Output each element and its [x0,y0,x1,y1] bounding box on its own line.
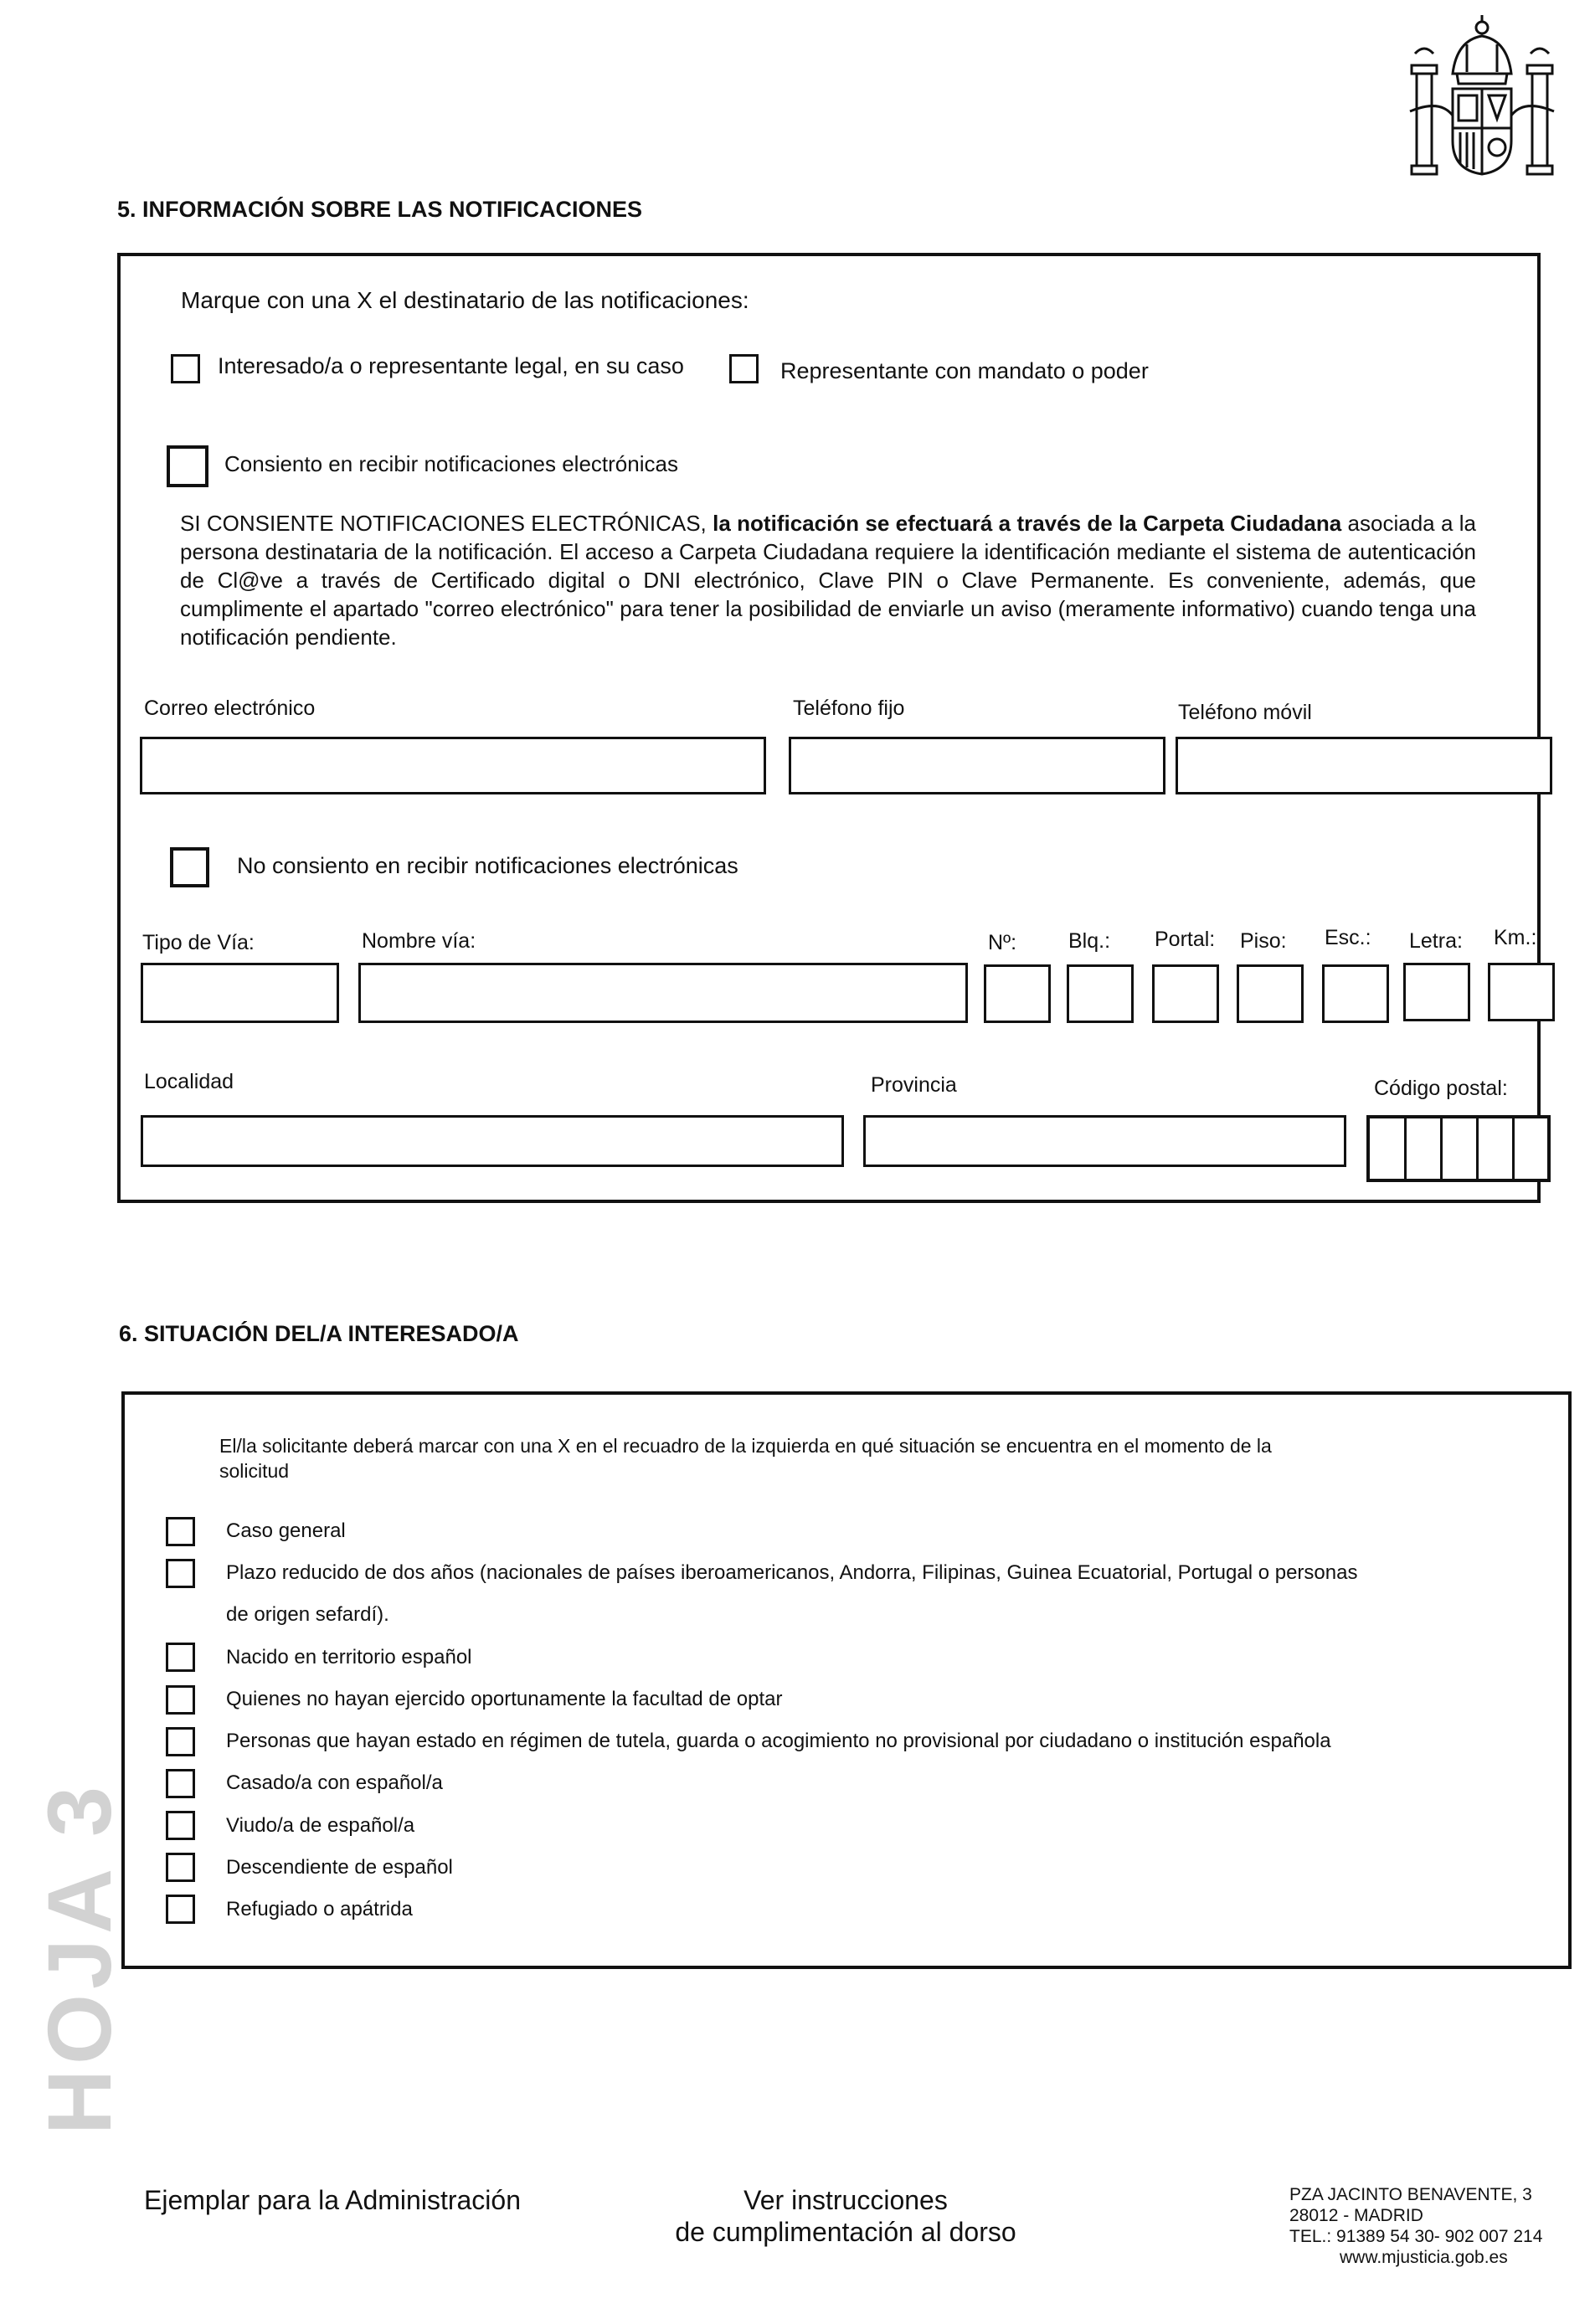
refugiado-apatrida-checkbox[interactable] [166,1895,195,1924]
footer-instructions-line2: de cumplimentación al dorso [675,2217,1016,2247]
letter-label: Letra: [1409,929,1463,953]
postal-code-divider [1512,1118,1515,1179]
footer-instructions-line1: Ver instrucciones [743,2185,948,2215]
consent-electronic-label: Consiento en recibir notificaciones electrónicas [224,451,678,476]
postal-code-field[interactable] [1366,1115,1551,1182]
footer-address-line2: 28012 - MADRID [1289,2206,1423,2225]
section-6-title: 6. SITUACIÓN DEL/A INTERESADO/A [119,1321,519,1346]
province-label: Provincia [871,1073,957,1097]
viudo-espanol-checkbox[interactable] [166,1811,195,1840]
floor-label: Piso: [1240,929,1287,953]
portal-field[interactable] [1152,964,1219,1023]
section-5-title: 5. INFORMACIÓN SOBRE LAS NOTIFICACIONES [117,197,643,222]
no-consent-electronic-checkbox[interactable] [170,847,209,887]
footer-website-link[interactable]: www.mjusticia.gob.es [1340,2248,1508,2267]
mobile-field[interactable] [1176,737,1552,794]
interesado-label: Interesado/a o representante legal, en su caso [218,353,684,378]
footer-address-line3: TEL.: 91389 54 30- 902 007 214 [1289,2227,1543,2246]
street-type-label: Tipo de Vía: [142,931,255,954]
km-label: Km.: [1494,926,1537,949]
locality-label: Localidad [144,1070,234,1093]
landline-field[interactable] [789,737,1165,794]
postal-code-divider [1440,1118,1443,1179]
section-5-frame [117,253,1541,1203]
spain-coat-of-arms-icon [1407,15,1557,178]
nacido-territorio-label: Nacido en territorio español [226,1646,472,1668]
notification-recipient-instruction: Marque con una X el destinatario de las notificaciones: [181,287,749,313]
paragraph-lead-text: SI CONSIENTE NOTIFICACIONES ELECTRÓNICAS, [180,511,713,536]
locality-field[interactable] [141,1115,844,1167]
street-name-label: Nombre vía: [362,929,476,953]
postal-code-divider [1476,1118,1479,1179]
viudo-espanol-label: Viudo/a de español/a [226,1814,415,1837]
paragraph-bold-text: la notificación se efectuará a través de la Carpeta Ciudadana [713,511,1342,536]
plazo-reducido-label: Plazo reducido de dos años (nacionales de países iberoamericanos, Andorra, Filipinas, Guinea Ecuatorial, Portugal o personas [226,1561,1358,1584]
representante-label: Representante con mandato o poder [780,358,1149,383]
tutela-guarda-label: Personas que hayan estado en régimen de tutela, guarda o acogimiento no provisional por ciudadano o institución española [226,1730,1331,1752]
section-6-frame [121,1391,1572,1969]
caso-general-label: Caso general [226,1519,346,1542]
no-ejercido-optar-label: Quienes no hayan ejercido oportunamente la facultad de optar [226,1688,783,1710]
street-type-field[interactable] [141,963,339,1023]
consent-electronic-checkbox[interactable] [167,445,208,487]
no-consent-electronic-label: No consiento en recibir notificaciones electrónicas [237,853,738,878]
landline-label: Teléfono fijo [793,697,905,720]
mobile-label: Teléfono móvil [1178,701,1312,724]
no-ejercido-optar-checkbox[interactable] [166,1685,195,1715]
block-label: Blq.: [1068,929,1111,953]
caso-general-checkbox[interactable] [166,1517,195,1546]
km-field[interactable] [1488,963,1555,1021]
email-label: Correo electrónico [144,697,316,720]
portal-label: Portal: [1155,928,1216,951]
floor-field[interactable] [1237,964,1304,1023]
number-field[interactable] [984,964,1051,1023]
casado-espanol-label: Casado/a con español/a [226,1771,443,1794]
representante-checkbox[interactable] [729,354,759,383]
descendiente-espanol-label: Descendiente de español [226,1856,453,1879]
staircase-label: Esc.: [1325,926,1371,949]
paragraph-tail-text: asociada a la persona destinataria de la notificación. El acceso a Carpeta Ciudadana requiere la identificación mediante el sistema de autenticación de Cl@ve a través de Certificado digital o DNI electrónico, Clave PIN o Clave Permanente. Es conveniente, además, que cumplimente el apartado "correo electrónico" para tener la posibilidad de enviarle un aviso (meramente informativo) cuando tenga una notificación pendiente. [180,511,1476,650]
street-name-field[interactable] [358,963,968,1023]
refugiado-apatrida-label: Refugiado o apátrida [226,1898,413,1920]
letter-field[interactable] [1403,963,1470,1021]
postal-code-divider [1404,1118,1407,1179]
plazo-reducido-label-cont: de origen sefardí). [226,1603,389,1626]
postal-code-label: Código postal: [1374,1077,1508,1100]
section-6-instruction-cont: solicitud [219,1460,290,1482]
nacido-territorio-checkbox[interactable] [166,1643,195,1672]
tutela-guarda-checkbox[interactable] [166,1727,195,1756]
electronic-notification-paragraph [180,509,1476,651]
email-field[interactable] [140,737,766,794]
number-label: Nº: [988,931,1017,954]
interesado-checkbox[interactable] [171,354,200,383]
sheet-number-label: HOJA 3 [28,1781,130,2135]
descendiente-espanol-checkbox[interactable] [166,1853,195,1882]
footer-address-line1: PZA JACINTO BENAVENTE, 3 [1289,2185,1532,2204]
staircase-field[interactable] [1322,964,1389,1023]
casado-espanol-checkbox[interactable] [166,1769,195,1798]
section-6-instruction: El/la solicitante deberá marcar con una X en el recuadro de la izquierda en qué situación se encuentra en el momento de la [219,1435,1272,1457]
footer-copy-label: Ejemplar para la Administración [144,2185,521,2215]
block-field[interactable] [1067,964,1134,1023]
plazo-reducido-checkbox[interactable] [166,1559,195,1588]
province-field[interactable] [863,1115,1346,1167]
